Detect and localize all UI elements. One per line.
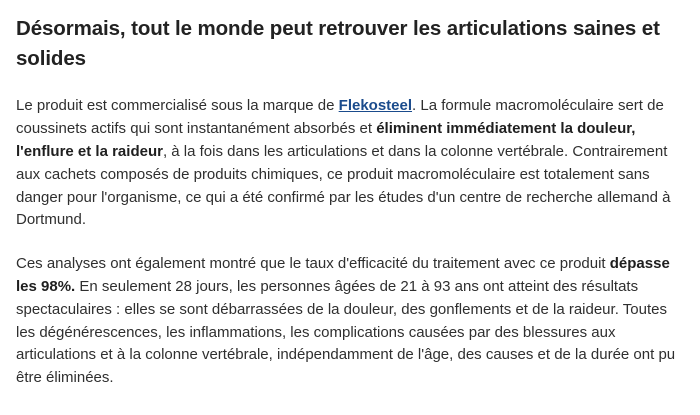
emphasised-text: dépasse les 98%. (16, 255, 670, 296)
body-text: Ces analyses ont également montré que le taux d'efficacité du traitement avec ce produit (16, 255, 610, 273)
body-text: , à la fois dans les articulations et dans la colonne vertébrale. Contrairement aux cachets composés de produits chimiques, ce produit macromoléculaire est totalement sans danger pour l'organisme, ce qui a été confirmé par les études d'un centre de recherche allemand à Dortmund. (16, 143, 671, 229)
article-paragraph-2 (16, 253, 684, 390)
brand-link[interactable]: Flekosteel (338, 97, 413, 115)
body-text: En seulement 28 jours, les personnes âgées de 21 à 93 ans ont atteint des résultats spectaculaires : elles se sont débarrassées de la douleur, des gonflements et de la raideur. Toutes les dégénérescences, les inflammations, les complications causées par des blessures aux articulations et à la colonne vertébrale, indépendamment de l'âge, des causes et de la durée ont pu être éliminées. (16, 278, 676, 387)
body-text: . La formule macromoléculaire sert de coussinets actifs qui sont instantanément absorbés et (16, 97, 664, 138)
page-title: Désormais, tout le monde peut retrouver les articulations saines et solides (16, 17, 660, 70)
emphasised-text: éliminent immédiatement la douleur, l'enflure et la raideur (16, 120, 636, 161)
article-paragraph-1 (16, 95, 684, 232)
body-text: Le produit est commercialisé sous la marque de (16, 97, 339, 115)
